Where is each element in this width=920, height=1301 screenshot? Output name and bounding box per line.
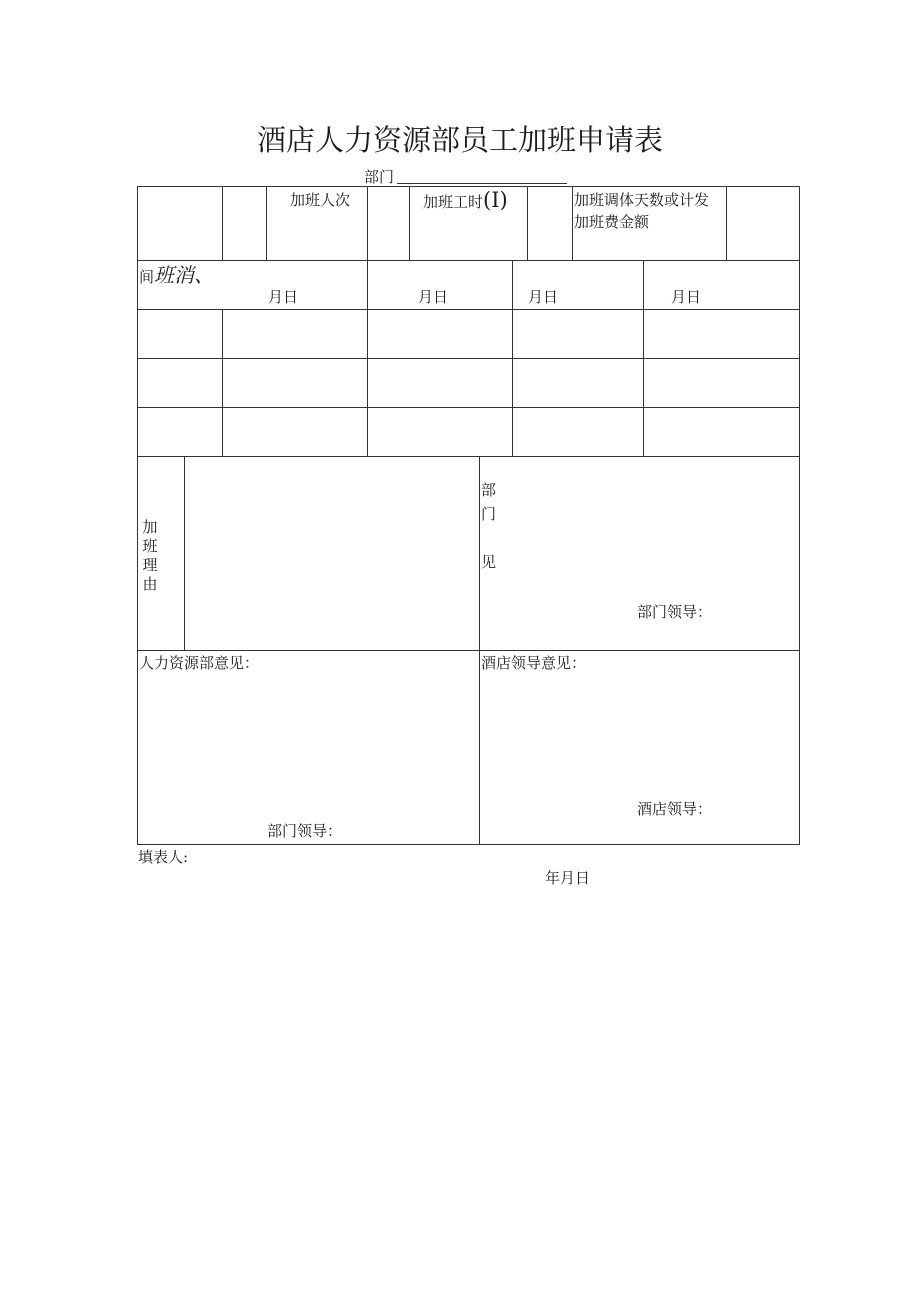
- filler-label: 填表人:: [138, 848, 189, 866]
- overtime-hours-header: [423, 189, 508, 213]
- form-title: 酒店人力资源部员工加班申请表: [256, 123, 663, 157]
- time-label-prefix: 间: [139, 268, 155, 286]
- col-divider: [409, 186, 410, 260]
- col-divider: [367, 260, 368, 456]
- dept-opinion-label: [481, 478, 497, 574]
- dept-opinion-char: 门: [481, 505, 497, 523]
- dept-opinion-char: 见: [481, 553, 497, 571]
- col-divider: [266, 186, 267, 260]
- hotel-leader-label: 酒店领导：: [637, 800, 713, 818]
- col-divider: [367, 186, 368, 260]
- row-divider: [137, 407, 800, 408]
- col-divider: [527, 186, 528, 260]
- department-label: 部门: [364, 168, 395, 186]
- row-divider: [137, 260, 800, 261]
- data-cell[interactable]: [644, 310, 799, 358]
- date-footer: 年月日: [545, 869, 591, 887]
- hotel-opinion-label: 酒店领导意见：: [481, 654, 587, 672]
- handwritten-note: 班消、: [154, 263, 215, 287]
- hr-leader-label: 部门领导：: [267, 822, 343, 840]
- reason-label: [142, 518, 158, 594]
- col-divider: [572, 186, 573, 260]
- reason-char: 由: [142, 575, 158, 593]
- dept-opinion-char: 部: [481, 481, 497, 499]
- data-cell[interactable]: [223, 310, 367, 358]
- date-label: 月日: [268, 288, 299, 306]
- date-label: 月日: [528, 288, 559, 306]
- col-divider: [643, 260, 644, 456]
- table-border-left: [137, 186, 138, 845]
- hr-opinion-label: 人力资源部意见：: [139, 654, 260, 672]
- data-cell[interactable]: [368, 310, 512, 358]
- date-label: 月日: [671, 288, 702, 306]
- compensation-header: 加班调体天数或计发加班费金额: [574, 191, 710, 231]
- department-field-line[interactable]: [397, 183, 567, 184]
- time-row-label: [139, 259, 214, 288]
- col-divider: [512, 260, 513, 456]
- data-cell[interactable]: [138, 310, 222, 358]
- row-divider: [137, 650, 800, 651]
- col-divider: [479, 456, 480, 845]
- data-cell[interactable]: [513, 310, 643, 358]
- col-divider: [726, 186, 727, 260]
- overtime-hours-label: 加班工时: [423, 193, 484, 211]
- table-border-bottom: [137, 844, 800, 845]
- table-border-right: [799, 186, 800, 845]
- dept-leader-label: 部门领导：: [637, 603, 713, 621]
- reason-char: 班: [142, 537, 158, 555]
- date-label: 月日: [418, 288, 449, 306]
- row-divider: [137, 358, 800, 359]
- overtime-persons-header: 加班人次: [290, 191, 351, 209]
- reason-char: 理: [142, 556, 158, 574]
- col-divider: [222, 186, 223, 260]
- overtime-hours-mark: (I): [483, 188, 508, 212]
- reason-field[interactable]: [185, 457, 479, 650]
- reason-char: 加: [142, 518, 158, 536]
- table-border-top: [137, 186, 800, 187]
